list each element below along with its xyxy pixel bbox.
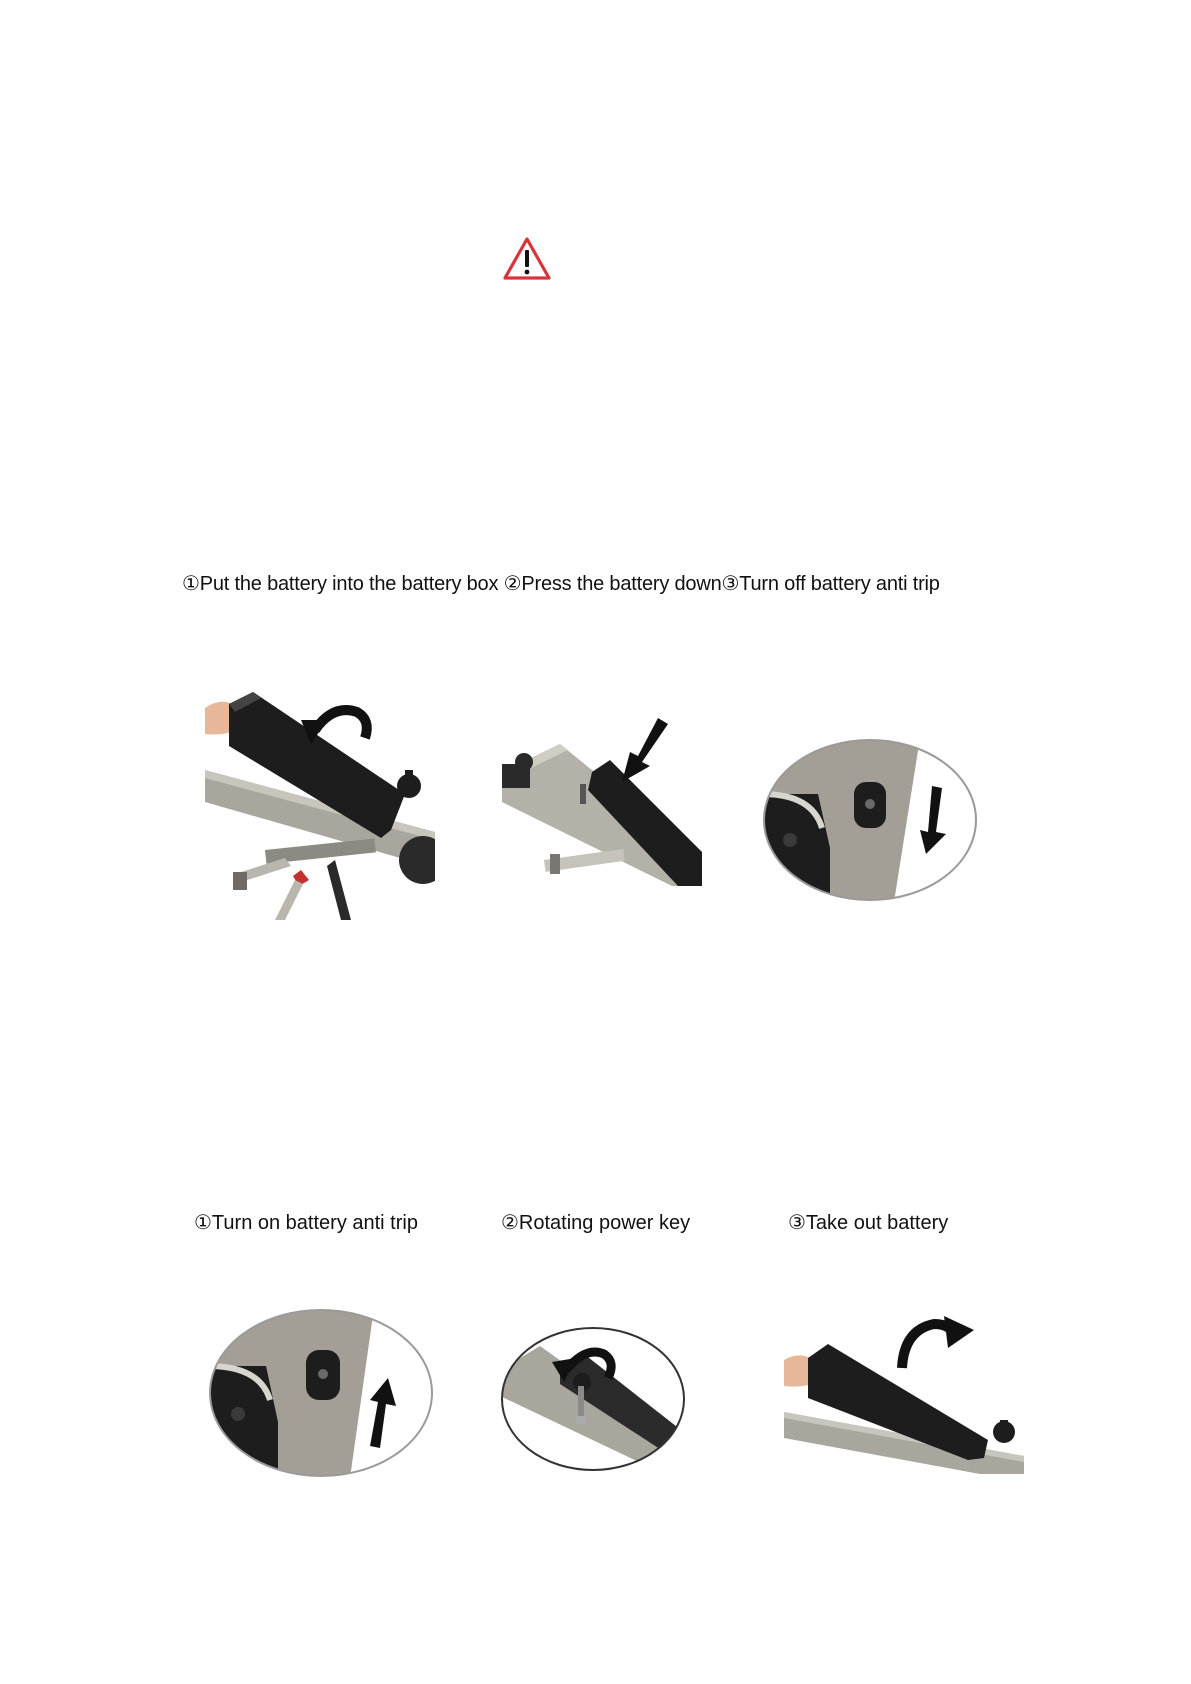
anti-trip-on-figure xyxy=(208,1308,434,1478)
removal-step-3-label: ③Take out battery xyxy=(788,1212,949,1234)
battery-press-down-figure xyxy=(502,710,702,886)
power-key-rotate-figure xyxy=(500,1326,686,1472)
anti-trip-off-figure xyxy=(762,738,978,902)
battery-tilt-insert-figure xyxy=(205,690,435,920)
installation-steps-caption: ①Put the battery into the battery box ②Press the battery down③Turn off battery anti trip xyxy=(182,573,940,595)
removal-step-2-label: ②Rotating power key xyxy=(501,1212,691,1234)
removal-step-1-label: ①Turn on battery anti trip xyxy=(194,1212,418,1234)
warning-icon xyxy=(502,236,552,282)
battery-take-out-figure xyxy=(784,1308,1024,1474)
